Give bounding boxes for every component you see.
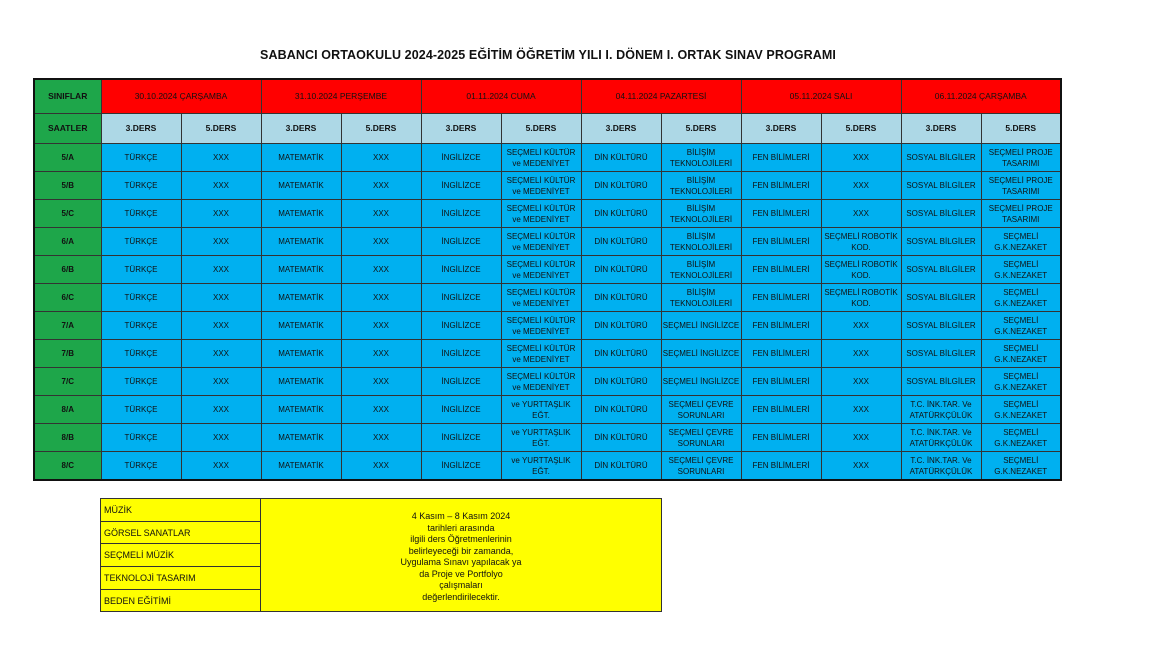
table-row (34, 340, 1061, 368)
exam-subject-cell: XXX (341, 424, 421, 452)
note-row (101, 499, 662, 522)
practical-subject-label: TEKNOLOJİ TASARIM (101, 567, 261, 590)
exam-subject-cell: İNGİLİZCE (421, 228, 501, 256)
class-name-cell: 6/C (34, 284, 101, 312)
exam-subject-cell: SEÇMELİ KÜLTÜR ve MEDENİYET (501, 340, 581, 368)
lesson-hour-cell: 5.DERS (981, 114, 1061, 144)
exam-subject-cell: SOSYAL BİLGİLER (901, 340, 981, 368)
exam-subject-cell: XXX (341, 452, 421, 481)
exam-subject-cell: XXX (821, 200, 901, 228)
exam-subject-cell: SEÇMELİ G.K.NEZAKET (981, 284, 1061, 312)
table-row (34, 172, 1061, 200)
exam-subject-cell: SEÇMELİ KÜLTÜR ve MEDENİYET (501, 200, 581, 228)
class-name-cell: 8/A (34, 396, 101, 424)
exam-subject-cell: FEN BİLİMLERİ (741, 144, 821, 172)
exam-subject-cell: DİN KÜLTÜRÜ (581, 172, 661, 200)
message-line: çalışmaları (439, 580, 483, 591)
exam-subject-cell: SEÇMELİ G.K.NEZAKET (981, 228, 1061, 256)
exam-subject-cell: MATEMATİK (261, 200, 341, 228)
lesson-hour-cell: 3.DERS (421, 114, 501, 144)
exam-subject-cell: XXX (181, 228, 261, 256)
class-name-cell: 5/B (34, 172, 101, 200)
lesson-hour-cell: 5.DERS (341, 114, 421, 144)
exam-subject-cell: MATEMATİK (261, 340, 341, 368)
exam-subject-cell: BİLİŞİM TEKNOLOJİLERİ (661, 172, 741, 200)
exam-subject-cell: TÜRKÇE (101, 256, 181, 284)
exam-subject-cell: FEN BİLİMLERİ (741, 312, 821, 340)
exam-subject-cell: SEÇMELİ KÜLTÜR ve MEDENİYET (501, 256, 581, 284)
exam-subject-cell: SEÇMELİ KÜLTÜR ve MEDENİYET (501, 144, 581, 172)
exam-subject-cell: T.C. İNK.TAR. Ve ATATÜRKÇÜLÜK (901, 424, 981, 452)
exam-subject-cell: XXX (181, 172, 261, 200)
exam-subject-cell: TÜRKÇE (101, 228, 181, 256)
exam-subject-cell: SEÇMELİ ROBOTİK KOD. (821, 256, 901, 284)
table-row (34, 396, 1061, 424)
exam-subject-cell: FEN BİLİMLERİ (741, 452, 821, 481)
exam-subject-cell: İNGİLİZCE (421, 256, 501, 284)
lesson-hour-cell: 5.DERS (661, 114, 741, 144)
exam-subject-cell: XXX (821, 396, 901, 424)
exam-subject-cell: MATEMATİK (261, 256, 341, 284)
exam-subject-cell: XXX (341, 340, 421, 368)
exam-subject-cell: SEÇMELİ KÜLTÜR ve MEDENİYET (501, 228, 581, 256)
exam-subject-cell: İNGİLİZCE (421, 396, 501, 424)
exam-subject-cell: XXX (821, 340, 901, 368)
class-name-cell: 7/B (34, 340, 101, 368)
exam-subject-cell: DİN KÜLTÜRÜ (581, 228, 661, 256)
exam-subject-cell: XXX (341, 284, 421, 312)
exam-subject-cell: BİLİŞİM TEKNOLOJİLERİ (661, 256, 741, 284)
exam-subject-cell: SEÇMELİ ÇEVRE SORUNLARI (661, 424, 741, 452)
message-line: değerlendirilecektir. (422, 591, 500, 602)
exam-subject-cell: SEÇMELİ PROJE TASARIMI (981, 200, 1061, 228)
exam-subject-cell: FEN BİLİMLERİ (741, 340, 821, 368)
exam-subject-cell: ve YURTTAŞLIK EĞT. (501, 396, 581, 424)
exam-subject-cell: XXX (181, 144, 261, 172)
exam-subject-cell: TÜRKÇE (101, 368, 181, 396)
exam-subject-cell: DİN KÜLTÜRÜ (581, 368, 661, 396)
exam-subject-cell: SEÇMELİ G.K.NEZAKET (981, 396, 1061, 424)
exam-subject-cell: DİN KÜLTÜRÜ (581, 200, 661, 228)
message-line: belirleyeceği bir zamanda, (408, 545, 514, 556)
exam-subject-cell: TÜRKÇE (101, 144, 181, 172)
exam-subject-cell: FEN BİLİMLERİ (741, 256, 821, 284)
exam-subject-cell: MATEMATİK (261, 144, 341, 172)
exam-date-header: 31.10.2024 PERŞEMBE (261, 79, 421, 114)
lesson-hour-cell: 5.DERS (181, 114, 261, 144)
table-row (34, 312, 1061, 340)
exam-subject-cell: SOSYAL BİLGİLER (901, 312, 981, 340)
practical-subject-label: GÖRSEL SANATLAR (101, 521, 261, 544)
exam-subject-cell: SEÇMELİ ROBOTİK KOD. (821, 228, 901, 256)
exam-subject-cell: SEÇMELİ İNGİLİZCE (661, 340, 741, 368)
exam-subject-cell: DİN KÜLTÜRÜ (581, 312, 661, 340)
exam-subject-cell: SEÇMELİ ÇEVRE SORUNLARI (661, 396, 741, 424)
exam-subject-cell: SEÇMELİ G.K.NEZAKET (981, 368, 1061, 396)
table-row (34, 452, 1061, 481)
exam-subject-cell: XXX (181, 200, 261, 228)
exam-subject-cell: TÜRKÇE (101, 396, 181, 424)
hours-header: SAATLER (34, 114, 101, 144)
exam-date-header: 01.11.2024 CUMA (421, 79, 581, 114)
class-name-cell: 8/B (34, 424, 101, 452)
exam-subject-cell: MATEMATİK (261, 396, 341, 424)
exam-subject-cell: İNGİLİZCE (421, 200, 501, 228)
exam-subject-cell: TÜRKÇE (101, 424, 181, 452)
table-row (34, 228, 1061, 256)
exam-subject-cell: MATEMATİK (261, 368, 341, 396)
exam-subject-cell: XXX (821, 424, 901, 452)
table-row (34, 424, 1061, 452)
exam-subject-cell: FEN BİLİMLERİ (741, 200, 821, 228)
practical-exam-message (261, 499, 662, 612)
exam-subject-cell: SOSYAL BİLGİLER (901, 144, 981, 172)
exam-subject-cell: DİN KÜLTÜRÜ (581, 452, 661, 481)
lesson-hour-cell: 3.DERS (901, 114, 981, 144)
exam-subject-cell: XXX (821, 452, 901, 481)
exam-subject-cell: SEÇMELİ KÜLTÜR ve MEDENİYET (501, 368, 581, 396)
practical-subject-label: MÜZİK (101, 499, 261, 522)
exam-subject-cell: SEÇMELİ PROJE TASARIMI (981, 144, 1061, 172)
exam-subject-cell: SOSYAL BİLGİLER (901, 200, 981, 228)
classes-header: SINIFLAR (34, 79, 101, 114)
exam-subject-cell: MATEMATİK (261, 452, 341, 481)
exam-subject-cell: T.C. İNK.TAR. Ve ATATÜRKÇÜLÜK (901, 452, 981, 481)
exam-subject-cell: SEÇMELİ KÜLTÜR ve MEDENİYET (501, 172, 581, 200)
exam-subject-cell: ve YURTTAŞLIK EĞT. (501, 424, 581, 452)
exam-subject-cell: SOSYAL BİLGİLER (901, 172, 981, 200)
exam-subject-cell: XXX (181, 256, 261, 284)
exam-subject-cell: XXX (181, 424, 261, 452)
exam-subject-cell: BİLİŞİM TEKNOLOJİLERİ (661, 228, 741, 256)
exam-subject-cell: FEN BİLİMLERİ (741, 368, 821, 396)
table-row (34, 284, 1061, 312)
exam-subject-cell: TÜRKÇE (101, 312, 181, 340)
exam-subject-cell: MATEMATİK (261, 172, 341, 200)
exam-subject-cell: MATEMATİK (261, 228, 341, 256)
page-title: SABANCI ORTAOKULU 2024-2025 EĞİTİM ÖĞRETİM YILI I. DÖNEM I. ORTAK SINAV PROGRAMI (260, 48, 836, 62)
exam-subject-cell: BİLİŞİM TEKNOLOJİLERİ (661, 144, 741, 172)
lesson-hour-cell: 3.DERS (741, 114, 821, 144)
lesson-hour-cell: 5.DERS (821, 114, 901, 144)
date-header-row (34, 79, 1061, 114)
exam-subject-cell: SEÇMELİ İNGİLİZCE (661, 312, 741, 340)
class-name-cell: 6/B (34, 256, 101, 284)
exam-subject-cell: DİN KÜLTÜRÜ (581, 340, 661, 368)
class-name-cell: 7/C (34, 368, 101, 396)
class-name-cell: 8/C (34, 452, 101, 481)
exam-subject-cell: TÜRKÇE (101, 452, 181, 481)
exam-subject-cell: FEN BİLİMLERİ (741, 228, 821, 256)
exam-subject-cell: XXX (341, 200, 421, 228)
exam-subject-cell: XXX (341, 256, 421, 284)
table-row (34, 144, 1061, 172)
exam-subject-cell: XXX (181, 284, 261, 312)
exam-subject-cell: TÜRKÇE (101, 200, 181, 228)
exam-subject-cell: FEN BİLİMLERİ (741, 424, 821, 452)
table-row (34, 200, 1061, 228)
exam-subject-cell: İNGİLİZCE (421, 312, 501, 340)
exam-subject-cell: SEÇMELİ G.K.NEZAKET (981, 424, 1061, 452)
message-line: da Proje ve Portfolyo (419, 568, 503, 579)
exam-subject-cell: SEÇMELİ G.K.NEZAKET (981, 256, 1061, 284)
exam-date-header: 06.11.2024 ÇARŞAMBA (901, 79, 1061, 114)
exam-subject-cell: İNGİLİZCE (421, 452, 501, 481)
table-row (34, 256, 1061, 284)
exam-subject-cell: XXX (821, 172, 901, 200)
exam-subject-cell: BİLİŞİM TEKNOLOJİLERİ (661, 200, 741, 228)
exam-subject-cell: SEÇMELİ G.K.NEZAKET (981, 452, 1061, 481)
exam-subject-cell: XXX (181, 340, 261, 368)
exam-subject-cell: TÜRKÇE (101, 172, 181, 200)
message-line: ilgili ders Öğretmenlerinin (410, 534, 512, 545)
exam-date-header: 30.10.2024 ÇARŞAMBA (101, 79, 261, 114)
exam-subject-cell: XXX (181, 312, 261, 340)
exam-subject-cell: T.C. İNK.TAR. Ve ATATÜRKÇÜLÜK (901, 396, 981, 424)
exam-subject-cell: XXX (181, 452, 261, 481)
exam-subject-cell: İNGİLİZCE (421, 172, 501, 200)
class-name-cell: 7/A (34, 312, 101, 340)
exam-subject-cell: TÜRKÇE (101, 340, 181, 368)
exam-date-header: 04.11.2024 PAZARTESİ (581, 79, 741, 114)
exam-subject-cell: SOSYAL BİLGİLER (901, 256, 981, 284)
exam-subject-cell: SEÇMELİ KÜLTÜR ve MEDENİYET (501, 284, 581, 312)
exam-subject-cell: XXX (341, 144, 421, 172)
exam-subject-cell: BİLİŞİM TEKNOLOJİLERİ (661, 284, 741, 312)
exam-subject-cell: İNGİLİZCE (421, 144, 501, 172)
exam-subject-cell: FEN BİLİMLERİ (741, 396, 821, 424)
exam-subject-cell: XXX (341, 368, 421, 396)
message-line: Uygulama Sınavı yapılacak ya (400, 557, 522, 568)
exam-subject-cell: İNGİLİZCE (421, 424, 501, 452)
exam-subject-cell: MATEMATİK (261, 284, 341, 312)
exam-subject-cell: SOSYAL BİLGİLER (901, 284, 981, 312)
exam-subject-cell: XXX (341, 312, 421, 340)
lesson-hour-cell: 3.DERS (261, 114, 341, 144)
message-line: 4 Kasım – 8 Kasım 2024 (411, 511, 511, 522)
exam-subject-cell: XXX (181, 368, 261, 396)
exam-subject-cell: DİN KÜLTÜRÜ (581, 424, 661, 452)
practical-subject-label: BEDEN EĞİTİMİ (101, 589, 261, 612)
lesson-hour-cell: 3.DERS (101, 114, 181, 144)
exam-subject-cell: XXX (821, 144, 901, 172)
exam-subject-cell: DİN KÜLTÜRÜ (581, 256, 661, 284)
message-line: tarihleri arasında (427, 522, 495, 533)
exam-subject-cell: SEÇMELİ PROJE TASARIMI (981, 172, 1061, 200)
exam-subject-cell: SEÇMELİ G.K.NEZAKET (981, 312, 1061, 340)
lesson-hour-cell: 5.DERS (501, 114, 581, 144)
exam-subject-cell: XXX (341, 172, 421, 200)
exam-subject-cell: SEÇMELİ KÜLTÜR ve MEDENİYET (501, 312, 581, 340)
exam-subject-cell: SEÇMELİ ÇEVRE SORUNLARI (661, 452, 741, 481)
exam-subject-cell: XXX (341, 228, 421, 256)
exam-subject-cell: SEÇMELİ ROBOTİK KOD. (821, 284, 901, 312)
lesson-hour-cell: 3.DERS (581, 114, 661, 144)
exam-subject-cell: FEN BİLİMLERİ (741, 172, 821, 200)
lesson-hour-row (34, 114, 1061, 144)
exam-schedule-table (33, 78, 1062, 481)
exam-subject-cell: FEN BİLİMLERİ (741, 284, 821, 312)
exam-subject-cell: XXX (821, 312, 901, 340)
exam-subject-cell: SOSYAL BİLGİLER (901, 228, 981, 256)
exam-subject-cell: TÜRKÇE (101, 284, 181, 312)
exam-subject-cell: DİN KÜLTÜRÜ (581, 284, 661, 312)
exam-subject-cell: İNGİLİZCE (421, 284, 501, 312)
exam-subject-cell: XXX (341, 396, 421, 424)
exam-subject-cell: MATEMATİK (261, 424, 341, 452)
exam-subject-cell: SEÇMELİ İNGİLİZCE (661, 368, 741, 396)
class-name-cell: 6/A (34, 228, 101, 256)
exam-subject-cell: MATEMATİK (261, 312, 341, 340)
exam-subject-cell: XXX (821, 368, 901, 396)
practical-exam-note-table (100, 498, 662, 612)
exam-subject-cell: SOSYAL BİLGİLER (901, 368, 981, 396)
exam-date-header: 05.11.2024 SALI (741, 79, 901, 114)
table-row (34, 368, 1061, 396)
exam-subject-cell: İNGİLİZCE (421, 340, 501, 368)
exam-subject-cell: DİN KÜLTÜRÜ (581, 144, 661, 172)
exam-subject-cell: XXX (181, 396, 261, 424)
exam-subject-cell: ve YURTTAŞLIK EĞT. (501, 452, 581, 481)
class-name-cell: 5/A (34, 144, 101, 172)
exam-subject-cell: İNGİLİZCE (421, 368, 501, 396)
exam-subject-cell: SEÇMELİ G.K.NEZAKET (981, 340, 1061, 368)
exam-subject-cell: DİN KÜLTÜRÜ (581, 396, 661, 424)
class-name-cell: 5/C (34, 200, 101, 228)
practical-subject-label: SEÇMELİ MÜZİK (101, 544, 261, 567)
